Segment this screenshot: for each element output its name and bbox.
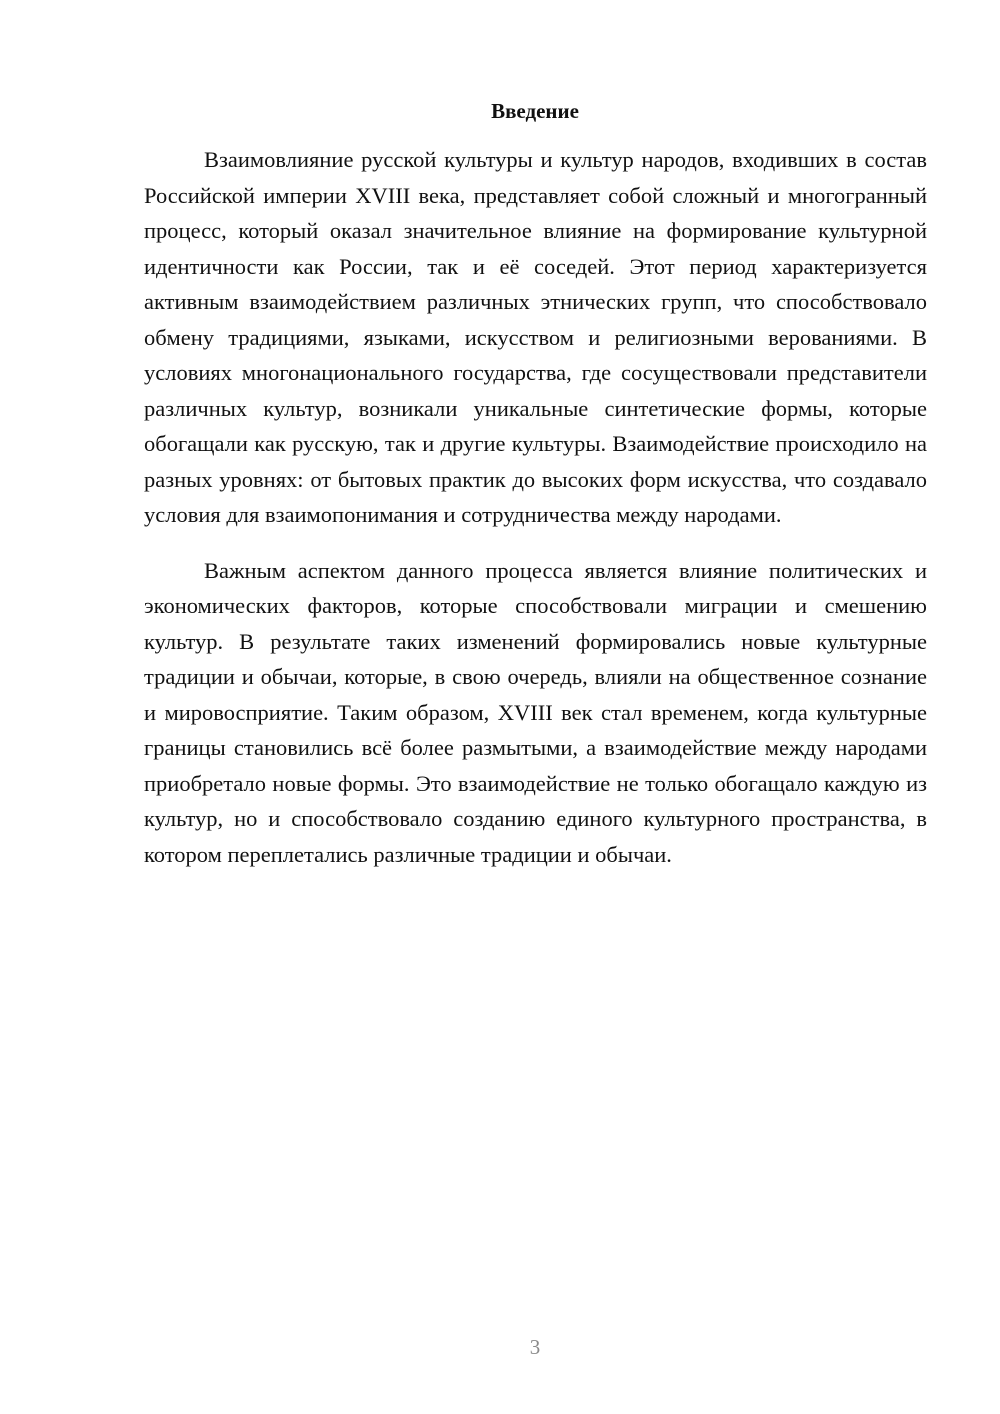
page-number: 3 [529, 1335, 541, 1359]
paragraph-2: Важным аспектом данного процесса является влияние политических и экономических факторов, которые способствовали миграции и смешению культур. В результате таких изменений формировались новые культурные традиции и обычаи, которые, в свою очередь, влияли на общественное сознание и мировосприятие. Таким образом, XVIII век стал временем, когда культурные границы становились всё более размытыми, а взаимодействие между народами приобретало новые формы. Это взаимодействие не только обогащало каждую из культур, но и способствовало созданию единого культурного пространства, в котором переплетались различные традиции и обычаи. [144, 557, 927, 867]
section-title: Введение [491, 99, 579, 123]
document-body [144, 142, 927, 872]
paragraph-1: Взаимовлияние русской культуры и культур народов, входивших в состав Российской империи XVIII века, представляет собой сложный и многогранный процесс, который оказал значительное влияние на формирование культурной идентичности как России, так и её соседей. Этот период характеризуется активным взаимодействием различных этнических групп, что способствовало обмену традициями, языками, искусством и религиозными верованиями. В условиях многонационального государства, где сосуществовали представители различных культур, возникали уникальные синтетические формы, которые обогащали как русскую, так и другие культуры. Взаимодействие происходило на разных уровнях: от бытовых практик до высоких форм искусства, что создавало условия для взаимопонимания и сотрудничества между народами. [144, 147, 927, 527]
